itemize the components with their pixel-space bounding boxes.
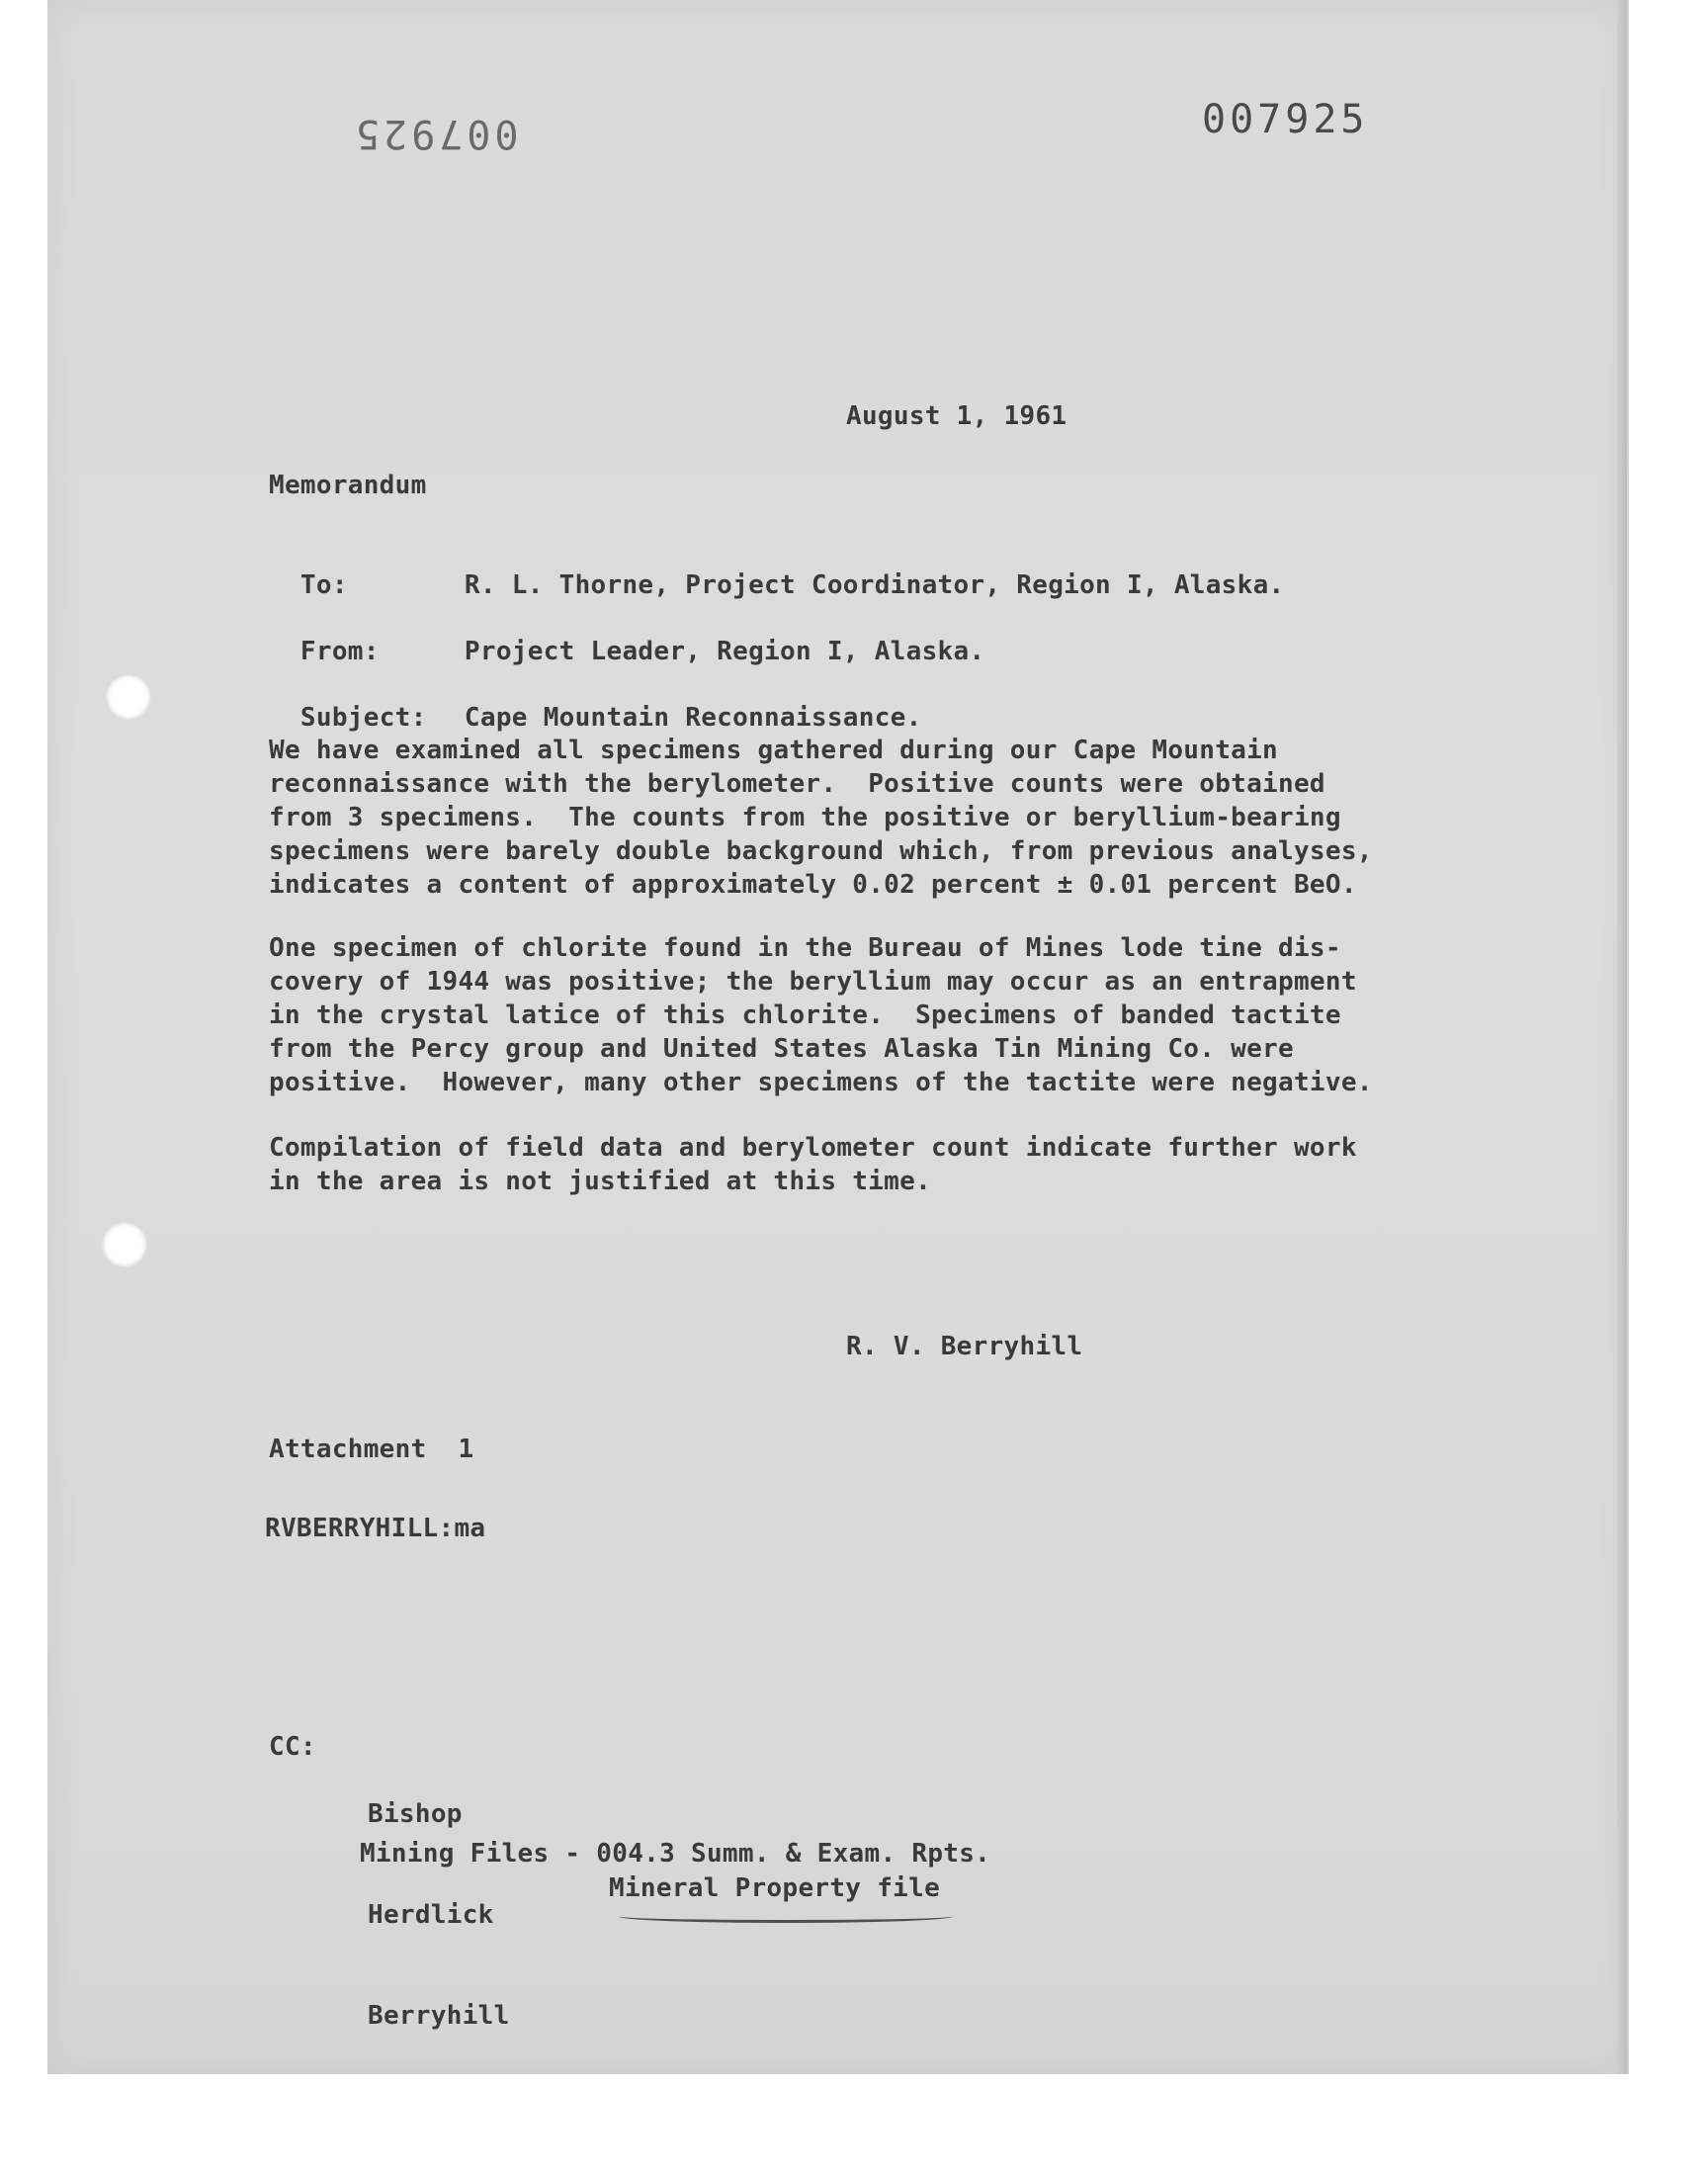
from-label: From: — [299, 637, 380, 666]
to-line — [269, 535, 1285, 602]
to-label: To: — [299, 570, 348, 600]
paragraph-line: in the crystal latice of this chlorite. Specimens of banded tactite — [269, 1000, 1341, 1030]
paragraph-line: positive. However, many other specimens of the tactite were negative. — [269, 1068, 1373, 1097]
from-value: Project Leader, Region I, Alaska. — [464, 637, 985, 666]
punch-hole-bottom — [102, 1222, 147, 1267]
paragraph-line: Compilation of field data and berylometer count indicate further work — [269, 1133, 1357, 1163]
page-edge — [1617, 0, 1627, 2074]
handwritten-underline — [619, 1910, 953, 1923]
body-paragraph-3 — [269, 1131, 1544, 1198]
paragraph-line: from the Percy group and United States Alaska Tin Mining Co. were — [269, 1034, 1294, 1064]
paragraph-line: covery of 1944 was positive; the beryllium may occur as an entrapment — [269, 967, 1357, 997]
cc-recipient: Bishop — [368, 1799, 463, 1829]
cc-recipient: Herdlick — [368, 1900, 494, 1930]
memo-date: August 1, 1961 — [846, 401, 1068, 431]
typist-initials: RVBERRYHILL:ma — [265, 1514, 486, 1543]
paragraph-line: We have examined all specimens gathered during our Cape Mountain — [269, 736, 1279, 765]
document-number-stamp: 007925 — [1202, 97, 1369, 142]
paragraph-line: One specimen of chlorite found in the Bureau of Mines lode tine dis- — [269, 933, 1341, 963]
attachment-note: Attachment 1 — [269, 1435, 474, 1464]
signature: R. V. Berryhill — [846, 1332, 1083, 1361]
paragraph-line: in the area is not justified at this time. — [269, 1167, 932, 1196]
to-value: R. L. Thorne, Project Coordinator, Region I, Alaska. — [464, 570, 1285, 600]
mineral-property-file: Mineral Property file — [609, 1873, 941, 1903]
cc-recipient: Berryhill — [368, 2001, 510, 2031]
mining-files-line: Mining Files - 004.3 Summ. & Exam. Rpts. — [360, 1839, 991, 1869]
paragraph-line: indicates a content of approximately 0.02 percent ± 0.01 percent BeO. — [269, 870, 1357, 900]
from-line — [269, 601, 984, 668]
subject-label: Subject: — [299, 703, 427, 733]
paragraph-line: reconnaissance with the berylometer. Positive counts were obtained — [269, 769, 1325, 799]
subject-line — [269, 667, 922, 735]
cc-list — [368, 1730, 510, 2066]
punch-hole-top — [106, 674, 151, 720]
memo-type: Memorandum — [269, 471, 427, 500]
cc-label: CC: — [269, 1732, 316, 1762]
subject-value: Cape Mountain Reconnaissance. — [464, 703, 922, 733]
document-number-stamp-mirrored: 007925 — [352, 111, 519, 156]
paragraph-line: specimens were barely double background which, from previous analyses, — [269, 836, 1373, 866]
paragraph-line: from 3 specimens. The counts from the positive or beryllium-bearing — [269, 803, 1341, 832]
body-paragraph-1 — [269, 734, 1544, 902]
body-paragraph-2 — [269, 931, 1544, 1099]
